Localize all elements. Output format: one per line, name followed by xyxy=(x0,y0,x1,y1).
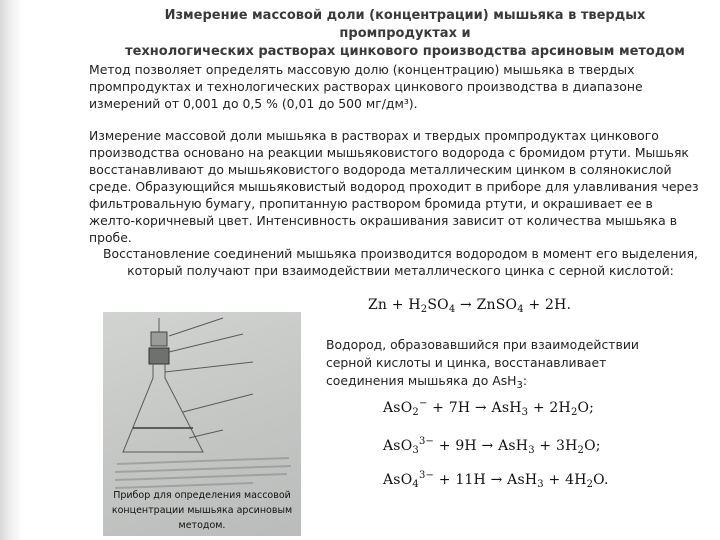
formula-aso4: $AsO_4^{3-} + 11H \to AsH_3 + 4H_2O$. xyxy=(383,470,609,490)
formula-zinc-sulfuric: $Zn + H_2SO_4$ → ZnSO$_4$ + 2H. xyxy=(368,297,572,315)
formula-aso3: $AsO_3^{3-} + 9H \to AsH_3 + 3H_2O$; xyxy=(383,436,601,456)
paragraph-method-principle: Измерение массовой доли мышьяка в растворах и твердых промпродуктах цинкового производства основано на реакции мышьяковистого водорода с бромидом ртути. Мышьяк восстанавливают до мышьяковистого водорода металлическим цинком в солянокислой среде. Образующийся мышьяковистый водород проходит в приборе для улавливания через фильтровальную бумагу, пропитанную раствором бромида ртути, и окрашивает ее в желто-коричневый цвет. Интенсивность окрашивания зависит от количества мышьяка в пробе. xyxy=(89,128,699,245)
title-line-2: технологических растворах цинкового производства арсиновым методом xyxy=(125,44,685,59)
paragraph-method-range: Метод позволяет определять массовую долю (концентрацию) мышьяка в твердых промпродуктах и технологических растворах цинкового производства в диапазоне измерений от 0,001 до 0,5 % (0,01 до 500 мг/дм³). xyxy=(89,62,643,111)
page-title xyxy=(105,7,705,61)
paragraph-reduction: Восстановление соединений мышьяка производится водородом в момент его выделения, который получают при взаимодействии металлического цинка с серной кислотой: xyxy=(103,246,698,278)
formula-aso2: $AsO_2^- + 7H \to AsH_3 + 2H_2O$; xyxy=(383,398,595,418)
title-line-1: Измерение массовой доли (концентрации) мышьяка в твердых промпродуктах и xyxy=(164,8,646,41)
figure-caption: Прибор для определения массовой концентрации мышьяка арсиновым методом. xyxy=(111,490,293,531)
page-edge-shadow xyxy=(0,0,22,540)
side-text-hydrogen: Водород, образовавшийся при взаимодействии серной кислоты и цинка, восстанавливает соединения мышьяка до AsH$_3$: xyxy=(326,337,639,391)
